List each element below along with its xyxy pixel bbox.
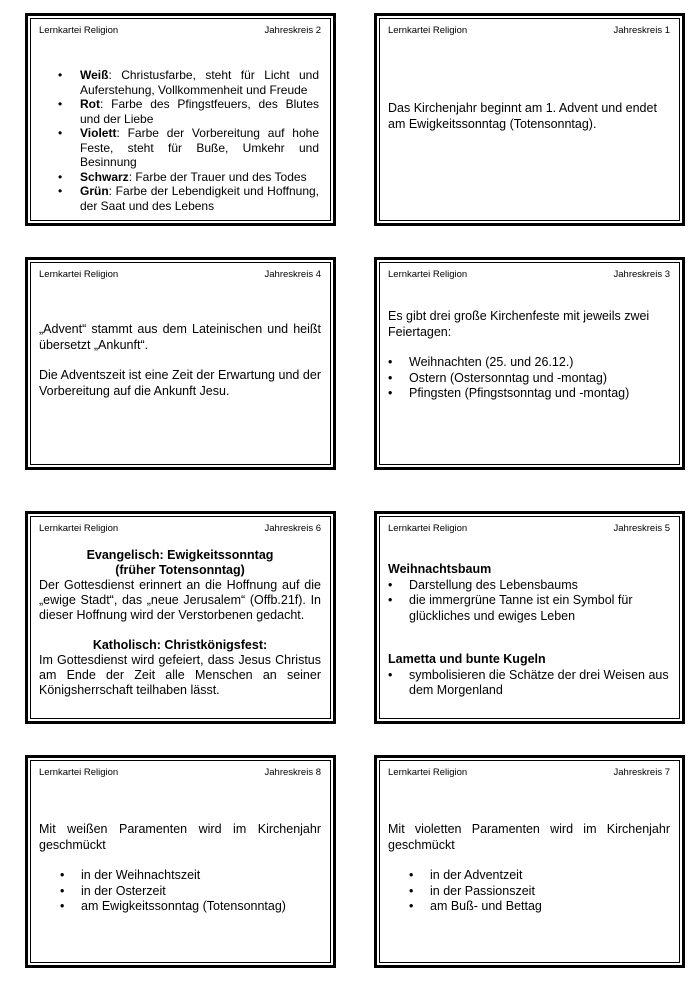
- list-term: Weiß: [80, 68, 109, 82]
- card-header: [39, 523, 321, 534]
- card-body: [58, 68, 319, 213]
- list-text: symbolisieren die Schätze der drei Weisen aus dem Morgenland: [409, 667, 669, 697]
- list-text: am Buß- und Bettag: [430, 899, 542, 913]
- card-header: [388, 269, 670, 280]
- section-heading: [39, 638, 321, 653]
- list-item: [388, 370, 670, 387]
- list-term: Rot: [80, 97, 100, 111]
- list-item: [409, 868, 670, 884]
- card-paragraph: Die Adventszeit ist eine Zeit der Erwartung und der Vorbereitung auf die Ankunft Jesu.: [39, 368, 321, 398]
- ornament-list: [388, 668, 670, 699]
- card-header-right: Jahreskreis 2: [264, 25, 321, 36]
- card-header-left: Lernkartei Religion: [39, 767, 119, 778]
- card-intro: Es gibt drei große Kirchenfeste mit jeweils zwei Feiertagen:: [388, 309, 650, 339]
- bullet-icon: •: [60, 868, 65, 882]
- card-header-left: Lernkartei Religion: [388, 269, 468, 280]
- list-text: : Christusfarbe, steht für Licht und Auferstehung, Vollkommenheit und Freude: [80, 68, 319, 97]
- card-header-left: Lernkartei Religion: [388, 25, 468, 36]
- parament-list: [388, 868, 670, 915]
- card-header: [39, 25, 321, 36]
- heading-line: Katholisch: Christkönigsfest:: [92, 638, 268, 652]
- list-text: in der Passionszeit: [430, 883, 535, 898]
- card-jahreskreis-4: [25, 257, 336, 470]
- list-text: am Ewigkeitssonntag (Totensonntag): [81, 899, 286, 913]
- list-text: in der Osterzeit: [81, 883, 166, 898]
- list-item: [58, 184, 319, 213]
- card-header-right: Jahreskreis 7: [613, 767, 670, 778]
- list-text: Pfingsten (Pfingstsonntag und -montag): [409, 386, 630, 400]
- section-heading: [39, 563, 321, 578]
- card-body: [39, 322, 321, 399]
- list-item: [60, 868, 321, 884]
- list-item: [388, 577, 670, 594]
- card-body: [388, 822, 670, 915]
- list-text: in der Adventzeit: [430, 868, 523, 882]
- bullet-icon: •: [409, 868, 414, 882]
- card-jahreskreis-5: [374, 511, 685, 724]
- card-jahreskreis-8: [25, 755, 336, 968]
- list-item: [60, 883, 321, 900]
- bullet-icon: •: [388, 370, 393, 385]
- heading-line: (früher Totensonntag): [115, 563, 245, 577]
- section-heading: [388, 652, 670, 668]
- heading-line: Lametta und bunte Kugeln: [388, 652, 546, 666]
- card-paragraph: „Advent“ stammt aus dem Lateinischen und heißt übersetzt „Ankunft“.: [39, 322, 321, 352]
- list-text: : Farbe des Pfingstfeuers, des Blutes und der Liebe: [80, 97, 319, 126]
- card-jahreskreis-2: [25, 13, 336, 226]
- list-item: [409, 883, 670, 900]
- card-intro: Mit weißen Paramenten wird im Kirchenjahr geschmückt: [39, 822, 321, 852]
- list-item: [388, 386, 670, 402]
- list-text: Darstellung des Lebensbaums: [409, 577, 578, 592]
- list-text: : Farbe der Lebendigkeit und Hoffnung, der Saat und des Lebens: [80, 184, 319, 213]
- card-body: [388, 101, 670, 132]
- bullet-icon: •: [58, 169, 63, 184]
- card-text: Das Kirchenjahr beginnt am 1. Advent und endet am Ewigkeitssonntag (Totensonntag).: [388, 101, 657, 131]
- card-header-left: Lernkartei Religion: [39, 523, 119, 534]
- list-item: [388, 593, 670, 624]
- bullet-icon: •: [409, 883, 414, 898]
- card-body: [388, 309, 670, 402]
- list-item: [388, 355, 670, 371]
- bullet-icon: •: [58, 97, 63, 111]
- heading-line: Weihnachtsbaum: [388, 562, 492, 576]
- bullet-icon: •: [388, 577, 393, 592]
- color-list: [58, 68, 319, 213]
- list-text: in der Weihnachtszeit: [81, 868, 201, 882]
- bullet-icon: •: [58, 184, 63, 198]
- list-item: [409, 899, 670, 915]
- card-header-left: Lernkartei Religion: [39, 25, 119, 36]
- bullet-icon: •: [60, 899, 65, 913]
- list-text: Weihnachten (25. und 26.12.): [409, 355, 574, 369]
- card-jahreskreis-3: [374, 257, 685, 470]
- list-text: : Farbe der Trauer und des Todes: [128, 169, 307, 184]
- list-term: Grün: [80, 184, 109, 198]
- bullet-icon: •: [388, 386, 393, 400]
- card-header-right: Jahreskreis 3: [613, 269, 670, 280]
- card-header-right: Jahreskreis 6: [264, 523, 321, 534]
- section-text: Im Gottesdienst wird gefeiert, dass Jesus Christus am Ende der Zeit alle Menschen an seiner Königsherrschaft teilhaben lässt.: [39, 653, 321, 697]
- card-header-left: Lernkartei Religion: [388, 767, 468, 778]
- card-header: [388, 767, 670, 778]
- bullet-icon: •: [388, 355, 393, 369]
- card-body: [39, 822, 321, 915]
- card-header-right: Jahreskreis 4: [264, 269, 321, 280]
- heading-line: Evangelisch: Ewigkeitssonntag: [86, 548, 274, 562]
- card-header: [388, 523, 670, 534]
- list-item: [60, 899, 321, 915]
- list-item: [58, 68, 319, 97]
- section-text: Der Gottesdienst erinnert an die Hoffnung auf die „ewige Stadt“, das „neue Jerusalem“ (Offb.21f). In dieser Hoffnung wird der Verstorbenen gedacht.: [39, 578, 321, 622]
- section-heading: [39, 548, 321, 563]
- card-intro: Mit violetten Paramenten wird im Kirchenjahr geschmückt: [388, 822, 670, 852]
- bullet-icon: •: [388, 667, 393, 682]
- card-header-left: Lernkartei Religion: [39, 269, 119, 280]
- card-header: [388, 25, 670, 36]
- bullet-icon: •: [58, 126, 63, 140]
- list-text: die immergrüne Tanne ist ein Symbol für glückliches und ewiges Leben: [409, 593, 633, 623]
- list-item: [58, 97, 319, 126]
- bullet-icon: •: [58, 68, 63, 82]
- card-header: [39, 767, 321, 778]
- section-heading: [388, 562, 670, 578]
- card-jahreskreis-6: [25, 511, 336, 724]
- card-jahreskreis-7: [374, 755, 685, 968]
- parament-list: [39, 868, 321, 915]
- card-header-right: Jahreskreis 1: [613, 25, 670, 36]
- bullet-icon: •: [409, 899, 414, 913]
- tree-list: [388, 578, 670, 625]
- list-term: Schwarz: [80, 169, 129, 184]
- list-term: Violett: [80, 126, 117, 140]
- card-body: [39, 548, 321, 698]
- list-item: [58, 126, 319, 170]
- card-jahreskreis-1: [374, 13, 685, 226]
- card-header-left: Lernkartei Religion: [388, 523, 468, 534]
- bullet-icon: •: [60, 883, 65, 898]
- list-text: : Farbe der Vorbereitung auf hohe Feste, steht für Buße, Umkehr und Besinnung: [80, 126, 319, 169]
- card-header: [39, 269, 321, 280]
- list-text: Ostern (Ostersonntag und -montag): [409, 370, 608, 385]
- list-item: [388, 667, 670, 699]
- card-body: [388, 562, 670, 699]
- bullet-icon: •: [388, 593, 393, 607]
- feast-list: [388, 355, 670, 402]
- list-item: [58, 169, 319, 185]
- card-header-right: Jahreskreis 5: [613, 523, 670, 534]
- card-header-right: Jahreskreis 8: [264, 767, 321, 778]
